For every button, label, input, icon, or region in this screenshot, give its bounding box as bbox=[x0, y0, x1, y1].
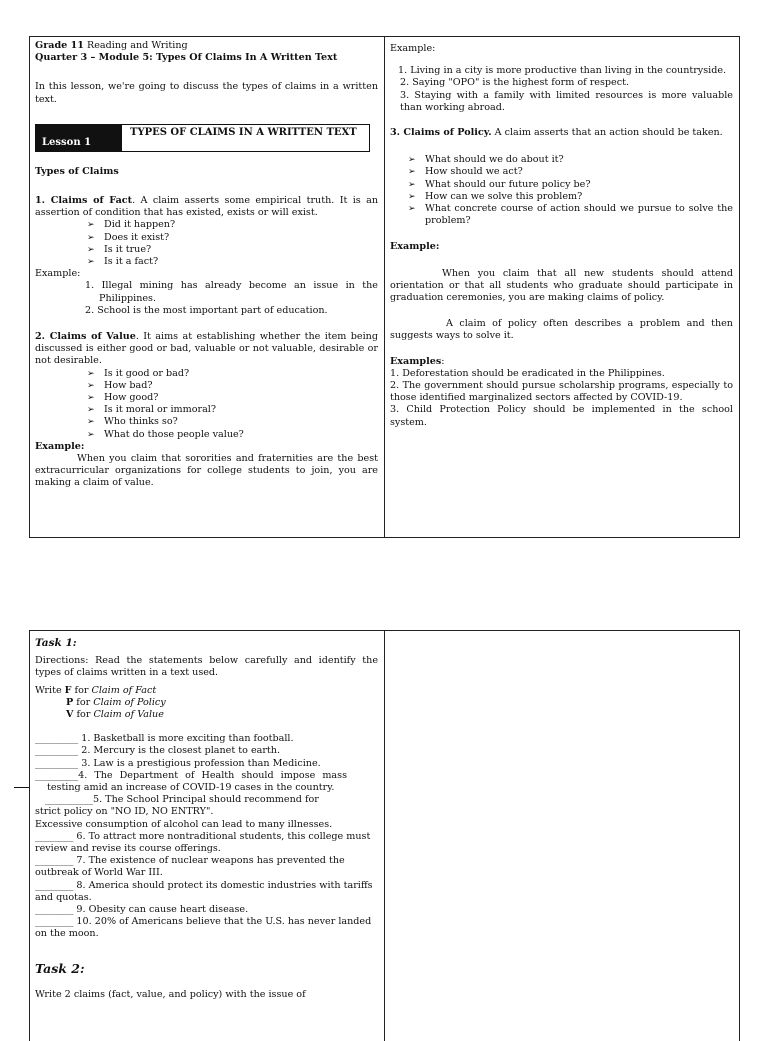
task2-heading: Task 2: bbox=[35, 960, 85, 976]
list-item: 3. Staying with a family with limited resources is more valuable than working abroad. bbox=[400, 89, 733, 113]
grade-label: Grade 11 bbox=[35, 40, 84, 51]
answer-legend bbox=[35, 685, 378, 722]
task-item: _________ 2. Mercury is the closest planet to earth. bbox=[35, 745, 281, 757]
list-item: ➢ How can we solve this problem? bbox=[408, 191, 733, 203]
task1-items bbox=[35, 733, 378, 940]
list-item: ➢ Did it happen? bbox=[87, 219, 378, 231]
task-item: ________ 9. Obesity can cause heart disease. bbox=[35, 904, 249, 916]
list-item: ➢ Does it exist? bbox=[87, 232, 378, 244]
task1-directions: Directions: Read the statements below carefully and identify the types of claims written in a text used. bbox=[35, 655, 378, 679]
value-label: 2. Claims of Value bbox=[35, 331, 136, 343]
column-divider bbox=[384, 631, 385, 1041]
task-item: __________5. The School Principal should recommend for strict policy on "NO ID, NO ENTRY". bbox=[35, 794, 319, 818]
policy-examples bbox=[390, 368, 733, 429]
policy-examples-label: Examples bbox=[390, 355, 442, 367]
policy-paragraph bbox=[390, 127, 733, 139]
legend-row: P for Claim of Policy bbox=[66, 696, 166, 708]
list-item: 2. School is the most important part of education. bbox=[85, 304, 328, 316]
list-item: ➢ How good? bbox=[87, 392, 378, 404]
policy-examples-heading: Examples: bbox=[390, 355, 445, 367]
right-column bbox=[390, 43, 733, 537]
list-item: 1. Living in a city is more productive than living in the countryside. bbox=[398, 65, 727, 77]
list-item: 1. Illegal mining has already become an issue in the Philippines. bbox=[85, 280, 378, 304]
module-header bbox=[35, 40, 378, 52]
value-paragraph bbox=[35, 331, 378, 368]
list-item: ➢ Is it a fact? bbox=[87, 256, 378, 268]
value-example-label: Example: bbox=[35, 440, 85, 452]
module-page-1 bbox=[29, 36, 740, 538]
policy-label: 3. Claims of Policy. bbox=[390, 127, 492, 139]
list-item: ➢ What concrete course of action should we pursue to solve the problem? bbox=[408, 203, 733, 227]
legend-row: Write F for Claim of Fact bbox=[35, 684, 157, 696]
margin-mark bbox=[14, 787, 30, 788]
legend-row: V for Claim of Value bbox=[66, 709, 164, 721]
task-item: _________ 1. Basketball is more exciting than football. bbox=[35, 733, 294, 745]
list-item: ➢ How bad? bbox=[87, 380, 378, 392]
policy-questions bbox=[408, 154, 733, 227]
module-page-2 bbox=[29, 630, 740, 1041]
list-item: ➢ Is it moral or immoral? bbox=[87, 404, 378, 416]
lesson-banner bbox=[35, 124, 370, 152]
column-divider bbox=[384, 37, 385, 537]
task-item: ________ 8. America should protect its domestic industries with tariffs and quotas. bbox=[35, 879, 373, 903]
task-item: _________ 3. Law is a prestigious profession than Medicine. bbox=[35, 757, 321, 769]
value-questions bbox=[87, 368, 378, 441]
policy-description: A claim of policy often describes a problem and then suggests ways to solve it. bbox=[390, 318, 733, 342]
left-column bbox=[35, 40, 378, 537]
fact-text: . A claim asserts some empirical truth. It is an assertion of condition that has existed, exists or will exist. bbox=[35, 195, 379, 219]
task-item: _________4. The Department of Health should impose mass testing amid an increase of COVID-19 cases in the country. bbox=[35, 769, 347, 794]
lesson-tag: Lesson 1 bbox=[42, 136, 92, 148]
list-item: 1. Deforestation should be eradicated in the Philippines. bbox=[390, 367, 665, 379]
types-heading: Types of Claims bbox=[35, 165, 119, 177]
task-item: ________ 7. The existence of nuclear weapons has prevented the outbreak of World War III. bbox=[35, 855, 345, 879]
task2-text: Write 2 claims (fact, value, and policy) with the issue of bbox=[35, 988, 306, 1000]
fact-example-label: Example: bbox=[35, 268, 81, 280]
task-item: ________ 6. To attract more nontraditional students, this college must review and revise its course offerings. bbox=[35, 830, 371, 855]
list-item: 2. Saying "OPO" is the highest form of respect. bbox=[400, 77, 630, 89]
list-item: 2. The government should pursue scholarship programs, especially to those identified marginalized sectors affected by COVID-19. bbox=[390, 380, 733, 404]
task-column bbox=[35, 637, 378, 1041]
list-item: ➢ How should we act? bbox=[408, 166, 733, 178]
lesson-title: TYPES OF CLAIMS IN A WRITTEN TEXT bbox=[130, 126, 357, 138]
list-item: ➢ What should our future policy be? bbox=[408, 179, 733, 191]
fact-questions bbox=[87, 219, 378, 268]
list-item: ➢ Is it true? bbox=[87, 244, 378, 256]
quarter-title: Quarter 3 – Module 5: Types Of Claims In A Written Text bbox=[35, 52, 338, 64]
policy-example-label: Example: bbox=[390, 241, 440, 253]
fact-label: 1. Claims of Fact bbox=[35, 195, 133, 207]
list-item: 3. Child Protection Policy should be implemented in the school system. bbox=[390, 404, 733, 428]
list-item: ➢ What should we do about it? bbox=[408, 154, 733, 166]
value-example-text: When you claim that sororities and fraternities are the best extracurricular organizations for college students to join, you are making a claim of value. bbox=[35, 453, 378, 489]
list-item: ➢ Is it good or bad? bbox=[87, 368, 378, 380]
value-text: . It aims at establishing whether the item being discussed is either good or bad, valuable or not valuable, desirable or not desirable. bbox=[35, 331, 378, 367]
value-examples bbox=[390, 65, 733, 114]
task1-heading: Task 1: bbox=[35, 637, 77, 649]
policy-text: A claim asserts that an action should be taken. bbox=[491, 127, 723, 139]
subject-label: Reading and Writing bbox=[87, 40, 188, 51]
list-item: ➢ What do those people value? bbox=[87, 429, 378, 441]
right-example-label: Example: bbox=[390, 43, 436, 54]
fact-examples bbox=[85, 280, 378, 317]
policy-example-text: When you claim that all new students should attend orientation or that all students who graduate should participate in graduation ceremonies, you are making claims of policy. bbox=[390, 267, 733, 304]
task-item: ________ 10. 20% of Americans believe that the U.S. has never landed on the moon. bbox=[35, 916, 372, 940]
fact-paragraph bbox=[35, 195, 378, 219]
intro-text: In this lesson, we're going to discuss the types of claims in a written text. bbox=[35, 81, 378, 105]
task-item: Excessive consumption of alcohol can lead to many illnesses. bbox=[35, 818, 333, 830]
list-item: ➢ Who thinks so? bbox=[87, 416, 378, 428]
